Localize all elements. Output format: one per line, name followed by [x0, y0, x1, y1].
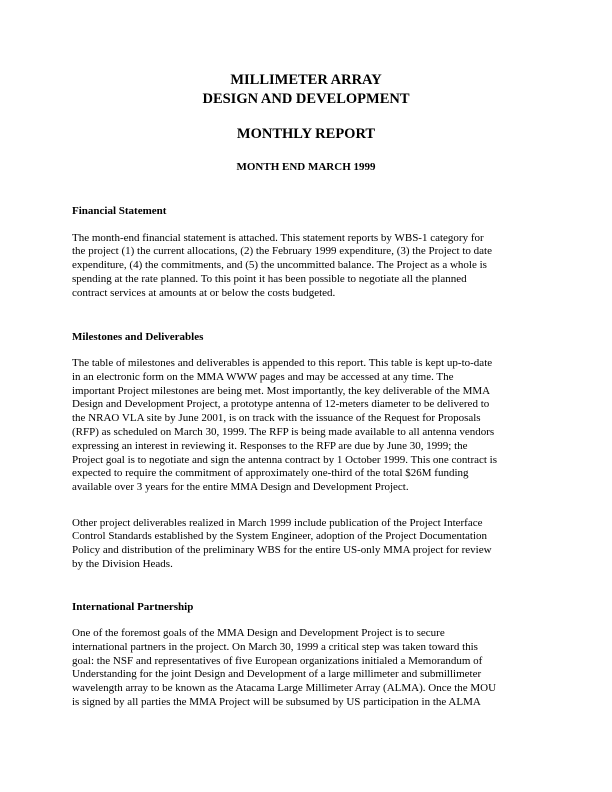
- financial-statement-paragraph: [72, 232, 492, 301]
- text-line: the project (1) the current allocations, (2) the February 1999 expenditure, (3) the Project to date: [72, 245, 492, 258]
- text-line: in an electronic form on the MMA WWW pages and may be accessed at any time. The: [72, 370, 454, 383]
- text-line: spending at the rate planned. To this point it has been possible to negotiate all the planned: [72, 272, 467, 285]
- text-line: Design and Development Project, a prototype antenna of 12-meters diameter to be delivered to: [72, 398, 490, 411]
- text-line: expressing an interest in reviewing it. Responses to the RFP are due by June 30, 1999; the: [72, 439, 468, 452]
- milestones-paragraph-2: [72, 517, 492, 572]
- text-line: Control Standards established by the System Engineer, adoption of the Project Documentation: [72, 530, 488, 543]
- title-line-2: DESIGN AND DEVELOPMENT: [202, 90, 410, 107]
- text-line: The table of milestones and deliverables is appended to this report. This table is kept up-to-date: [72, 357, 493, 369]
- text-line: goal: the NSF and representatives of five European organizations initialed a Memorandum of: [72, 654, 483, 667]
- text-line: expenditure, (4) the commitments, and (5) the uncommitted balance. The Project as a whole is: [72, 259, 487, 272]
- international-partnership-paragraph: [72, 627, 496, 710]
- international-partnership-heading: International Partnership: [72, 601, 194, 613]
- text-line: wavelength array to be known as the Atacama Large Millimeter Array (ALMA). Once the MOU: [72, 682, 497, 695]
- text-line: is signed by all parties the MMA Project will be subsumed by US participation in the ALMA: [72, 695, 481, 708]
- milestones-paragraph-1: [72, 357, 497, 495]
- financial-statement-heading: Financial Statement: [72, 205, 167, 217]
- text-line: by the Division Heads.: [72, 557, 173, 570]
- text-line: expected to require the commitment of approximately one-third of the total $26M funding: [72, 467, 469, 480]
- text-line: important Project milestones are being met. Most importantly, the key deliverable of the MMA: [72, 384, 491, 397]
- text-line: Other project deliverables realized in March 1999 include publication of the Project Interface: [72, 516, 483, 529]
- report-period: MONTH END MARCH 1999: [236, 161, 376, 173]
- text-line: The month-end financial statement is attached. This statement reports by WBS-1 category for: [72, 231, 484, 244]
- text-line: the NRAO VLA site by June 2001, is on track with the issuance of the Request for Proposals: [72, 412, 481, 425]
- text-line: Understanding for the joint Design and Development of a large millimeter and submillimeter: [72, 668, 482, 681]
- text-line: Project goal is to negotiate and sign the antenna contract by 1 October 1999. This one contract is: [72, 453, 498, 466]
- text-line: available over 3 years for the entire MMA Design and Development Project.: [72, 481, 409, 494]
- text-line: One of the foremost goals of the MMA Design and Development Project is to secure: [72, 627, 445, 639]
- title-line-1: MILLIMETER ARRAY: [230, 72, 382, 88]
- text-line: Policy and distribution of the preliminary WBS for the entire US-only MMA project for review: [72, 544, 492, 557]
- text-line: contract services at amounts at or below the costs budgeted.: [72, 286, 336, 299]
- report-title: MONTHLY REPORT: [236, 126, 376, 142]
- milestones-heading: Milestones and Deliverables: [72, 330, 204, 343]
- text-line: (RFP) as scheduled on March 30, 1999. The RFP is being made available to all antenna vendors: [72, 425, 495, 438]
- text-line: international partners in the project. On March 30, 1999 a critical step was taken toward this: [72, 640, 478, 653]
